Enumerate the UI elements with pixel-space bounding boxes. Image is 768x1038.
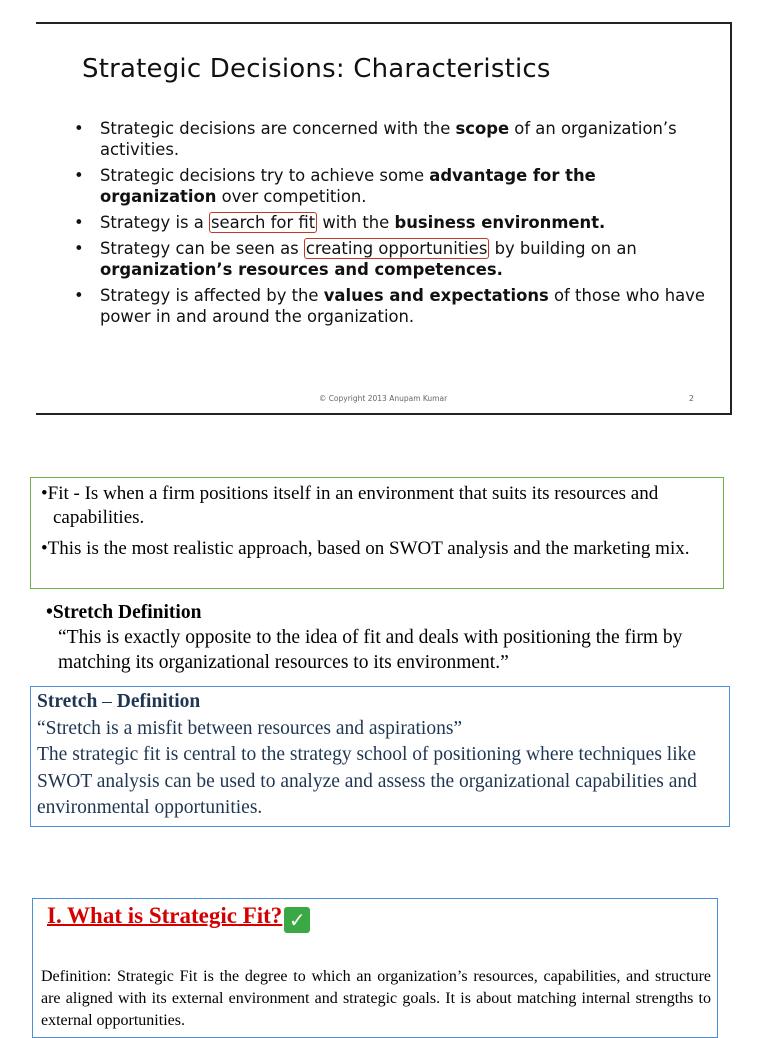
slide-page-number: 2 [688,394,694,403]
stretch-definition-box [30,686,730,827]
highlight-box: creating opportunities [305,239,488,258]
stretch-definition-text: “This is exactly opposite to the idea of fit and deals with positioning the firm by matching its organizational resources to its environment.” [58,627,683,673]
highlight-box: search for fit [211,213,316,232]
slide-bullet-5: • Strategy is affected by the values and expectations of those who have power in and around the organization. [72,285,708,327]
slide-bullet-1: • Strategic decisions are concerned with the scope of an organization’s activities. [72,118,708,160]
slide-bullet-list [72,118,708,332]
check-mark-icon: ✓ [284,907,310,933]
stretch-box-body: The strategic fit is central to the strategy school of positioning where techniques like SWOT analysis can be used to analyze and assess the organizational capabilities and environmental opportunities. [37,744,697,818]
strategic-fit-definition: Definition: Strategic Fit is the degree to which an organization’s resources, capabilities, and structure are aligned with its external environment and strategic goals. It is about matching internal strengths to external opportunities. [41,968,711,1029]
fit-paragraph-2: •This is the most realistic approach, based on SWOT analysis and the marketing mix. [41,538,690,559]
strategic-fit-title: I. What is Strategic Fit? ✓ [47,903,310,933]
fit-definition-box [30,477,724,589]
slide-bullet-4: • Strategy can be seen as creating opportunities by building on an organization’s resources and competences. [72,238,708,280]
slide-title: Strategic Decisions: Characteristics [82,54,551,84]
slide-copyright: © Copyright 2013 Anupam Kumar [318,394,448,403]
slide-bullet-3: • Strategy is a search for fit with the business environment. [72,212,708,233]
strategic-fit-box [32,898,718,1038]
stretch-definition-section [46,600,706,675]
stretch-box-quote: “Stretch is a misfit between resources and aspirations” [37,717,463,739]
slide-image [36,22,732,415]
stretch-definition-heading: •Stretch Definition [46,602,202,623]
slide-bullet-2: • Strategic decisions try to achieve some advantage for the organization over competition. [72,165,708,207]
fit-paragraph-1: •Fit - Is when a firm positions itself in an environment that suits its resources and capabilities. [41,483,659,528]
stretch-box-heading: Stretch – Definition [37,691,201,712]
